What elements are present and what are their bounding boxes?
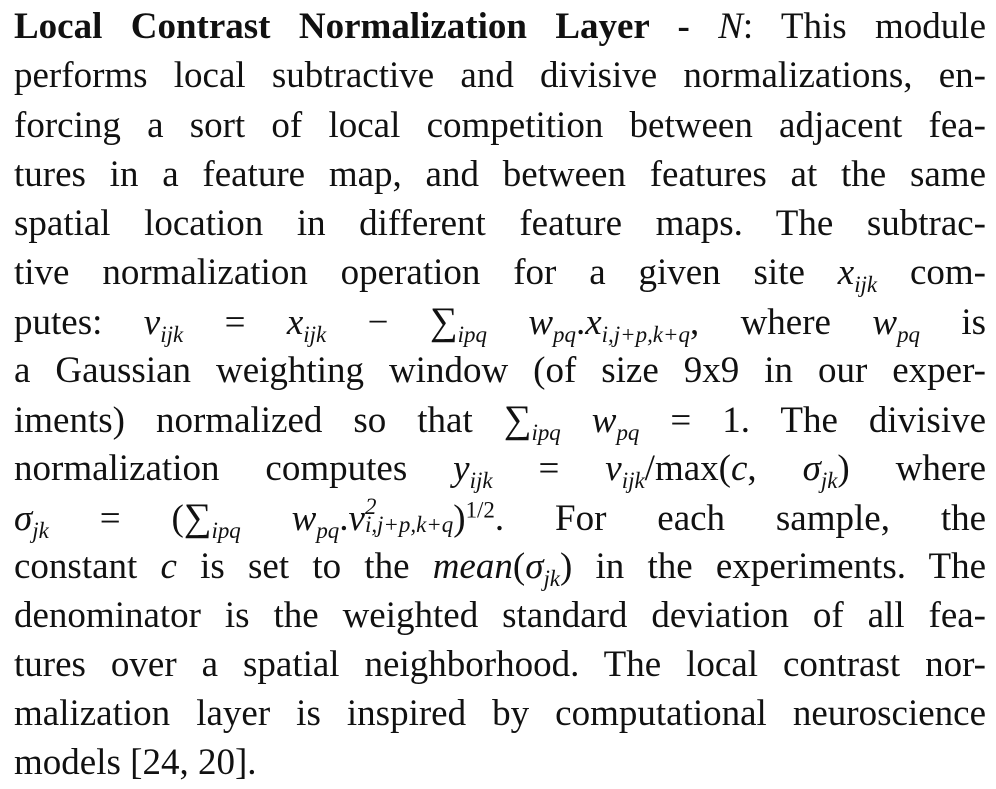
paragraph-line-14 <box>14 642 986 688</box>
paragraph-line-5 <box>14 201 986 247</box>
equation-sigma: $\sigma_{jk} = (\sum_{ipq}$ $w_{pq}.v$ 2 i,j+p,k+q )$^{1/2}$ <box>14 493 495 544</box>
line-10-tail: where <box>895 448 987 489</box>
paragraph-line-1 <box>14 4 986 50</box>
paragraph-line-6 <box>14 250 986 296</box>
paragraph-line-15 <box>14 691 986 737</box>
paragraph-line-10 <box>14 446 986 492</box>
line-5-text: spatial location in different feature maps. The subtrac- <box>14 203 986 244</box>
line-9-text: iments) normalized so that <box>14 400 473 441</box>
module-symbol: N <box>718 6 743 47</box>
paragraph-line-16 <box>14 740 986 786</box>
line-6-text: tive normalization operation for a given site <box>14 252 805 293</box>
paragraph-line-2 <box>14 53 986 99</box>
line-7-tail: is <box>961 302 987 343</box>
line-9-tail: The divisive <box>780 400 987 441</box>
line-12-mid: is set to the <box>200 546 410 587</box>
line-14-text: tures over a spatial neighborhood. The local contrast nor- <box>14 644 986 685</box>
line-13-text: denominator is the weighted standard deviation of all fea- <box>14 595 986 636</box>
math-x-ijk: $x_{ijk}$ <box>837 252 878 298</box>
section-heading: Local Contrast Normalization Layer - <box>14 6 690 47</box>
line-3-text: forcing a sort of local competition between adjacent fea- <box>14 105 986 146</box>
paragraph-line-4 <box>14 152 986 198</box>
line-2-text: performs local subtractive and divisive normalizations, en- <box>14 55 986 96</box>
line-12-text: constant <box>14 546 138 587</box>
line-1-text: : This module <box>742 6 987 47</box>
line-8-text: a Gaussian weighting window (of size 9x9 in our exper- <box>14 350 986 391</box>
math-mean-sigma: $mean(\sigma_{jk})$ <box>432 546 573 592</box>
equation-subtractive: $v_{ijk} = x_{ijk} - \sum_{ipq}$ $w_{pq}.x_{i,j+p,k+q}$ <box>143 300 690 348</box>
paragraph-line-12 <box>14 544 986 590</box>
line-7-mid: , where <box>689 302 831 343</box>
paragraph-line-3 <box>14 103 986 149</box>
paragraph-line-13 <box>14 593 986 639</box>
paragraph-line-9 <box>14 397 987 446</box>
paragraph-line-11 <box>14 493 987 544</box>
line-4-text: tures in a feature map, and between features at the same <box>14 154 986 195</box>
line-15-text: malization layer is inspired by computational neuroscience <box>14 693 986 734</box>
line-10-text: normalization computes <box>14 448 408 489</box>
equation-window-sum: $\sum_{ipq}$ $w_{pq} = 1$. <box>503 398 751 446</box>
line-7-text: putes: <box>14 302 103 343</box>
line-16-text: models [24, 20]. <box>14 742 257 783</box>
math-w-pq: $w_{pq}$ <box>872 302 920 348</box>
line-6-tail: com- <box>909 252 986 293</box>
paragraph-line-8 <box>14 348 986 394</box>
paragraph-line-7 <box>14 299 987 348</box>
line-11-tail: . For each sample, the <box>494 498 987 539</box>
equation-divisive: $y_{ijk} = v_{ijk}/\max(c$, $\sigma_{jk}$) <box>453 448 850 494</box>
line-12-tail: in the experiments. The <box>595 546 987 587</box>
math-c: c <box>160 546 177 587</box>
